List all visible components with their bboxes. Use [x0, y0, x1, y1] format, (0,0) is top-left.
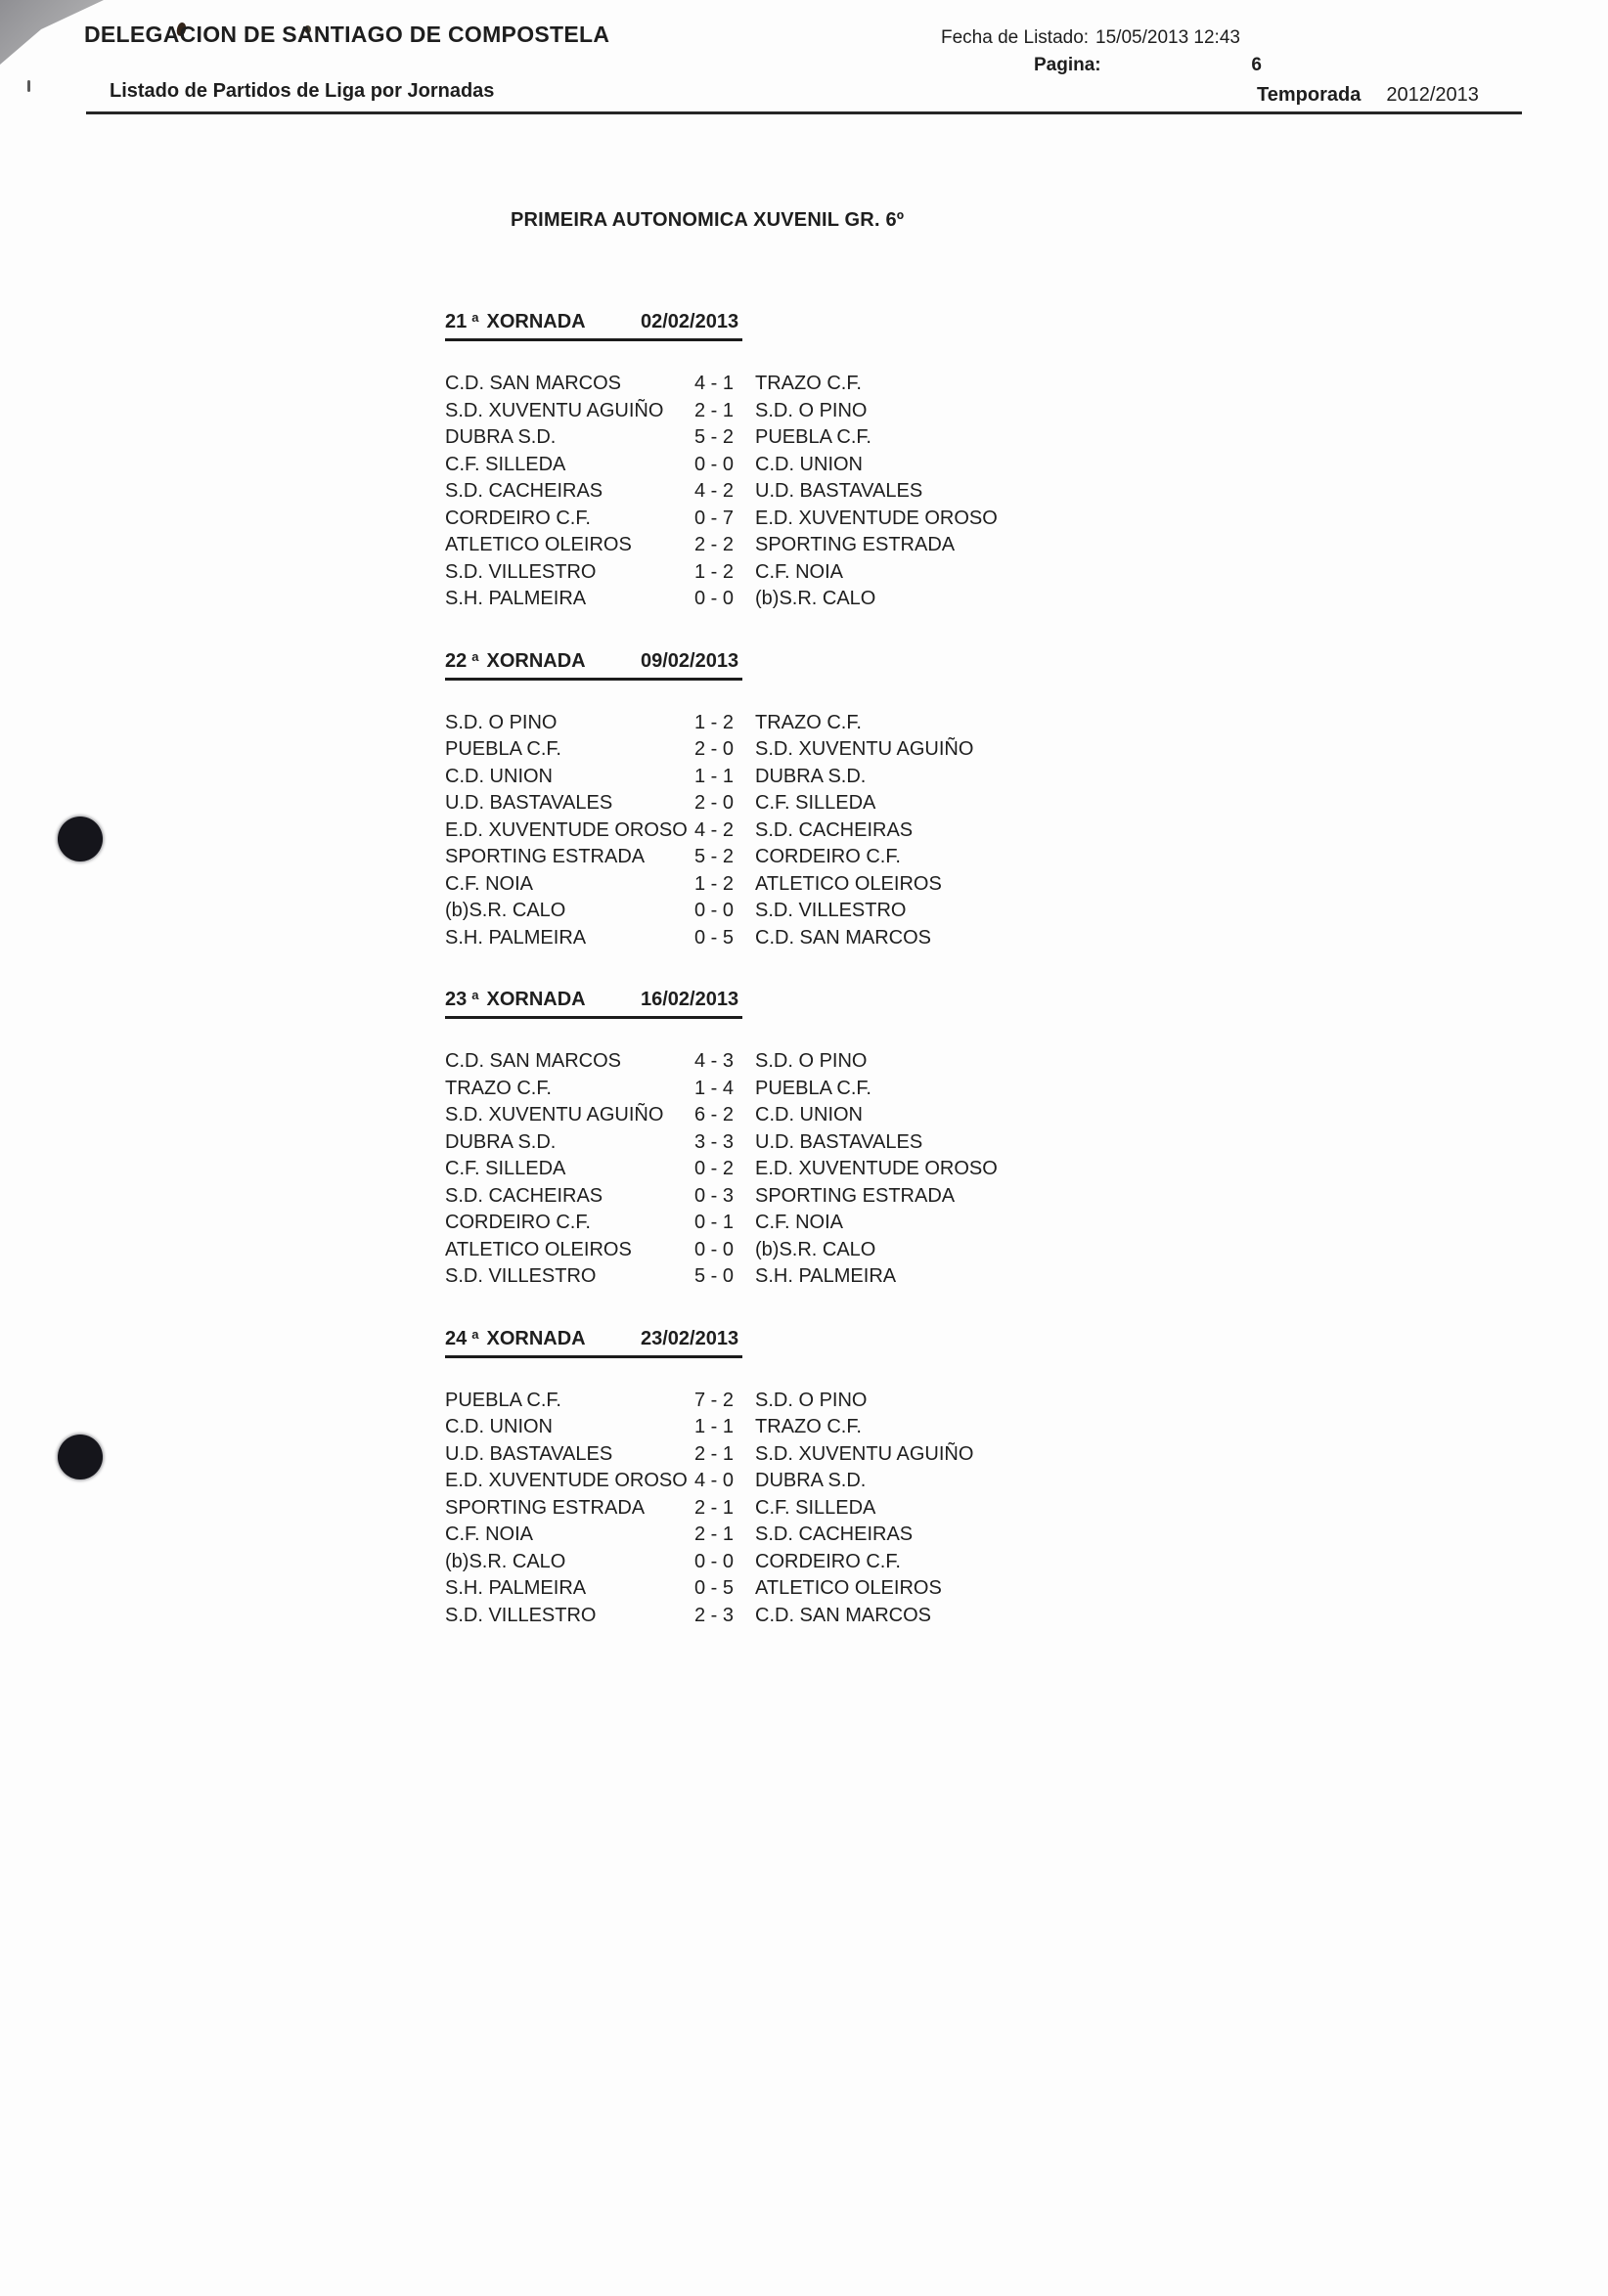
match-score: 2 - 1 [694, 1523, 735, 1545]
report-title: Listado de Partidos de Liga por Jornadas [110, 80, 495, 102]
match-score: 4 - 1 [694, 373, 735, 394]
match-row [445, 1522, 1325, 1549]
match-row [445, 925, 1325, 952]
away-team: S.D. VILLESTRO [755, 900, 907, 921]
match-score: 1 - 1 [694, 765, 735, 787]
jornada-section [445, 989, 1325, 1291]
away-team: TRAZO C.F. [755, 373, 862, 394]
home-team: C.F. NOIA [445, 872, 534, 895]
home-team: TRAZO C.F. [445, 1077, 552, 1099]
match-row [445, 371, 1325, 398]
home-team: C.D. SAN MARCOS [445, 1050, 622, 1072]
home-team: DUBRA S.D. [445, 1130, 557, 1153]
match-row [445, 532, 1325, 559]
match-row [445, 1263, 1325, 1291]
match-score: 1 - 2 [694, 872, 735, 895]
home-team: PUEBLA C.F. [445, 738, 561, 760]
home-team: E.D. XUVENTUDE OROSO [445, 1470, 688, 1491]
away-team: S.D. XUVENTU AGUIÑO [755, 1442, 974, 1465]
away-team: SPORTING ESTRADA [755, 1184, 956, 1207]
home-team: U.D. BASTAVALES [445, 792, 613, 814]
jornada-date: 16/02/2013 [641, 989, 739, 1010]
away-team: S.D. XUVENTU AGUIÑO [755, 738, 974, 760]
away-team: C.D. SAN MARCOS [755, 1604, 932, 1626]
jornada-ordinal: a [471, 988, 479, 1002]
match-row [445, 424, 1325, 452]
match-row [445, 398, 1325, 425]
away-team: S.H. PALMEIRA [755, 1265, 897, 1287]
jornada-ordinal: a [471, 1326, 479, 1342]
away-team: S.D. O PINO [755, 1389, 868, 1411]
jornada-date: 09/02/2013 [641, 649, 739, 672]
page-number-label: Pagina: [1034, 55, 1101, 75]
hole-punch-mark [58, 817, 103, 861]
home-team: S.D. O PINO [445, 711, 558, 733]
match-list [445, 371, 1325, 613]
jornada-title [445, 311, 641, 333]
away-team: C.F. SILLEDA [755, 1496, 876, 1519]
home-team: DUBRA S.D. [445, 426, 557, 448]
match-score: 0 - 0 [694, 453, 735, 475]
match-score: 0 - 3 [694, 1184, 735, 1207]
away-team: CORDEIRO C.F. [755, 846, 901, 867]
home-team: S.D. CACHEIRAS [445, 1184, 603, 1207]
home-team: SPORTING ESTRADA [445, 1496, 646, 1519]
match-row [445, 871, 1325, 899]
match-score: 2 - 1 [694, 1496, 735, 1519]
season-value: 2012/2013 [1386, 84, 1479, 106]
season-line [1257, 84, 1479, 107]
home-team: S.D. VILLESTRO [445, 560, 597, 583]
listing-date-value: 15/05/2013 12:43 [1095, 27, 1240, 48]
page-number-value: 6 [1251, 55, 1262, 75]
away-team: (b)S.R. CALO [755, 1238, 876, 1260]
match-score: 0 - 0 [694, 1238, 735, 1260]
home-team: ATLETICO OLEIROS [445, 534, 632, 555]
home-team: S.D. XUVENTU AGUIÑO [445, 1104, 664, 1126]
jornada-label: XORNADA [486, 649, 586, 672]
match-row [445, 559, 1325, 587]
match-score: 0 - 0 [694, 1550, 735, 1572]
header-divider [86, 111, 1522, 114]
jornada-section [445, 311, 1325, 613]
home-team: U.D. BASTAVALES [445, 1442, 613, 1465]
match-score: 5 - 2 [694, 846, 735, 867]
match-row [445, 898, 1325, 925]
away-team: DUBRA S.D. [755, 765, 867, 787]
home-team: S.D. XUVENTU AGUIÑO [445, 399, 664, 421]
jornada-ordinal: a [471, 648, 479, 664]
match-row [445, 710, 1325, 737]
match-row [445, 790, 1325, 817]
jornada-header [445, 989, 742, 1019]
page-number-line [1034, 55, 1262, 76]
jornada-label: XORNADA [486, 1327, 586, 1349]
jornada-sections [445, 311, 1325, 1666]
match-row [445, 1414, 1325, 1441]
match-score: 3 - 3 [694, 1130, 735, 1153]
match-score: 0 - 5 [694, 1577, 735, 1599]
listing-date-label: Fecha de Listado: [941, 27, 1090, 48]
home-team: S.H. PALMEIRA [445, 1577, 587, 1599]
jornada-section [445, 1328, 1325, 1630]
jornada-header [445, 1328, 742, 1358]
match-list [445, 710, 1325, 952]
home-team: C.D. UNION [445, 765, 553, 787]
away-team: ATLETICO OLEIROS [755, 1577, 942, 1599]
jornada-number: 23 [445, 989, 468, 1010]
match-score: 2 - 2 [694, 534, 735, 555]
hole-punch-mark [58, 1435, 103, 1479]
match-row [445, 586, 1325, 613]
match-score: 0 - 0 [694, 900, 735, 921]
away-team: E.D. XUVENTUDE OROSO [755, 1158, 998, 1179]
away-team: U.D. BASTAVALES [755, 1130, 923, 1153]
home-team: (b)S.R. CALO [445, 900, 566, 921]
away-team: PUEBLA C.F. [755, 1077, 871, 1099]
away-team: SPORTING ESTRADA [755, 534, 956, 555]
away-team: C.D. UNION [755, 1104, 863, 1126]
away-team: E.D. XUVENTUDE OROSO [755, 507, 998, 529]
match-score: 4 - 2 [694, 480, 735, 502]
away-team: ATLETICO OLEIROS [755, 872, 942, 895]
match-row [445, 1048, 1325, 1076]
match-row [445, 1129, 1325, 1157]
match-list [445, 1048, 1325, 1291]
home-team: PUEBLA C.F. [445, 1389, 561, 1411]
away-team: S.D. CACHEIRAS [755, 818, 914, 841]
match-score: 6 - 2 [694, 1104, 735, 1126]
jornada-title [445, 989, 641, 1011]
match-row [445, 1156, 1325, 1183]
home-team: CORDEIRO C.F. [445, 1212, 591, 1233]
match-row [445, 1102, 1325, 1129]
home-team: E.D. XUVENTUDE OROSO [445, 818, 688, 841]
match-row [445, 478, 1325, 506]
match-score: 2 - 0 [694, 738, 735, 760]
home-team: C.D. UNION [445, 1416, 553, 1437]
away-team: S.D. O PINO [755, 399, 868, 421]
away-team: (b)S.R. CALO [755, 588, 876, 609]
match-row [445, 452, 1325, 479]
jornada-header [445, 650, 742, 681]
match-row [445, 764, 1325, 791]
home-team: CORDEIRO C.F. [445, 507, 591, 529]
match-row [445, 1076, 1325, 1103]
away-team: C.F. SILLEDA [755, 792, 876, 814]
jornada-date: 23/02/2013 [641, 1327, 739, 1349]
match-score: 0 - 7 [694, 507, 735, 529]
jornada-ordinal: a [471, 310, 479, 325]
jornada-section [445, 650, 1325, 952]
match-row [445, 1183, 1325, 1211]
away-team: PUEBLA C.F. [755, 426, 871, 448]
organization-title: DELEGACION DE SANTIAGO DE COMPOSTELA [84, 22, 610, 47]
match-score: 2 - 3 [694, 1604, 735, 1626]
home-team: S.H. PALMEIRA [445, 926, 587, 949]
jornada-number: 24 [445, 1327, 468, 1349]
match-row [445, 1237, 1325, 1264]
match-row [445, 1388, 1325, 1415]
match-row [445, 844, 1325, 871]
match-row [445, 1210, 1325, 1237]
match-row [445, 1495, 1325, 1523]
jornada-date: 02/02/2013 [641, 311, 739, 332]
away-team: C.D. SAN MARCOS [755, 926, 932, 949]
match-row [445, 1603, 1325, 1630]
home-team: C.F. SILLEDA [445, 1158, 566, 1179]
jornada-label: XORNADA [486, 311, 586, 332]
match-row [445, 1441, 1325, 1469]
match-row [445, 817, 1325, 845]
match-score: 0 - 0 [694, 588, 735, 609]
jornada-number: 22 [445, 649, 468, 672]
competition-title: PRIMEIRA AUTONOMICA XUVENIL GR. 6º [511, 209, 905, 231]
match-score: 0 - 2 [694, 1158, 735, 1179]
match-score: 1 - 1 [694, 1416, 735, 1437]
listing-date-line [941, 27, 1240, 49]
jornada-number: 21 [445, 311, 468, 332]
home-team: S.D. VILLESTRO [445, 1604, 597, 1626]
away-team: S.D. CACHEIRAS [755, 1523, 914, 1545]
home-team: SPORTING ESTRADA [445, 846, 646, 867]
away-team: DUBRA S.D. [755, 1470, 867, 1491]
match-score: 0 - 1 [694, 1212, 735, 1233]
match-score: 4 - 2 [694, 818, 735, 841]
match-score: 2 - 0 [694, 792, 735, 814]
match-score: 1 - 2 [694, 560, 735, 583]
home-team: (b)S.R. CALO [445, 1550, 566, 1572]
match-row [445, 1575, 1325, 1603]
home-team: C.D. SAN MARCOS [445, 373, 622, 394]
away-team: C.D. UNION [755, 453, 863, 475]
away-team: S.D. O PINO [755, 1050, 868, 1072]
home-team: S.D. CACHEIRAS [445, 480, 603, 502]
match-score: 1 - 4 [694, 1077, 735, 1099]
match-list [445, 1388, 1325, 1630]
match-row [445, 1468, 1325, 1495]
match-row [445, 1549, 1325, 1576]
match-row [445, 736, 1325, 764]
home-team: C.F. SILLEDA [445, 453, 566, 475]
match-score: 4 - 3 [694, 1050, 735, 1072]
match-row [445, 506, 1325, 533]
jornada-title [445, 650, 641, 673]
match-score: 5 - 2 [694, 426, 735, 448]
away-team: U.D. BASTAVALES [755, 480, 923, 502]
season-label: Temporada [1257, 84, 1362, 106]
away-team: CORDEIRO C.F. [755, 1550, 901, 1572]
scan-speck [27, 80, 30, 92]
match-score: 5 - 0 [694, 1265, 735, 1287]
match-score: 4 - 0 [694, 1470, 735, 1491]
match-score: 1 - 2 [694, 711, 735, 733]
home-team: ATLETICO OLEIROS [445, 1238, 632, 1260]
away-team: TRAZO C.F. [755, 1416, 862, 1437]
jornada-label: XORNADA [486, 989, 586, 1010]
jornada-title [445, 1328, 641, 1350]
match-score: 7 - 2 [694, 1389, 735, 1411]
away-team: TRAZO C.F. [755, 711, 862, 733]
jornada-header [445, 311, 742, 341]
home-team: S.D. VILLESTRO [445, 1265, 597, 1287]
match-score: 0 - 5 [694, 926, 735, 949]
match-score: 2 - 1 [694, 399, 735, 421]
home-team: C.F. NOIA [445, 1523, 534, 1545]
away-team: C.F. NOIA [755, 1212, 844, 1233]
match-score: 2 - 1 [694, 1442, 735, 1465]
home-team: S.H. PALMEIRA [445, 588, 587, 609]
away-team: C.F. NOIA [755, 560, 844, 583]
